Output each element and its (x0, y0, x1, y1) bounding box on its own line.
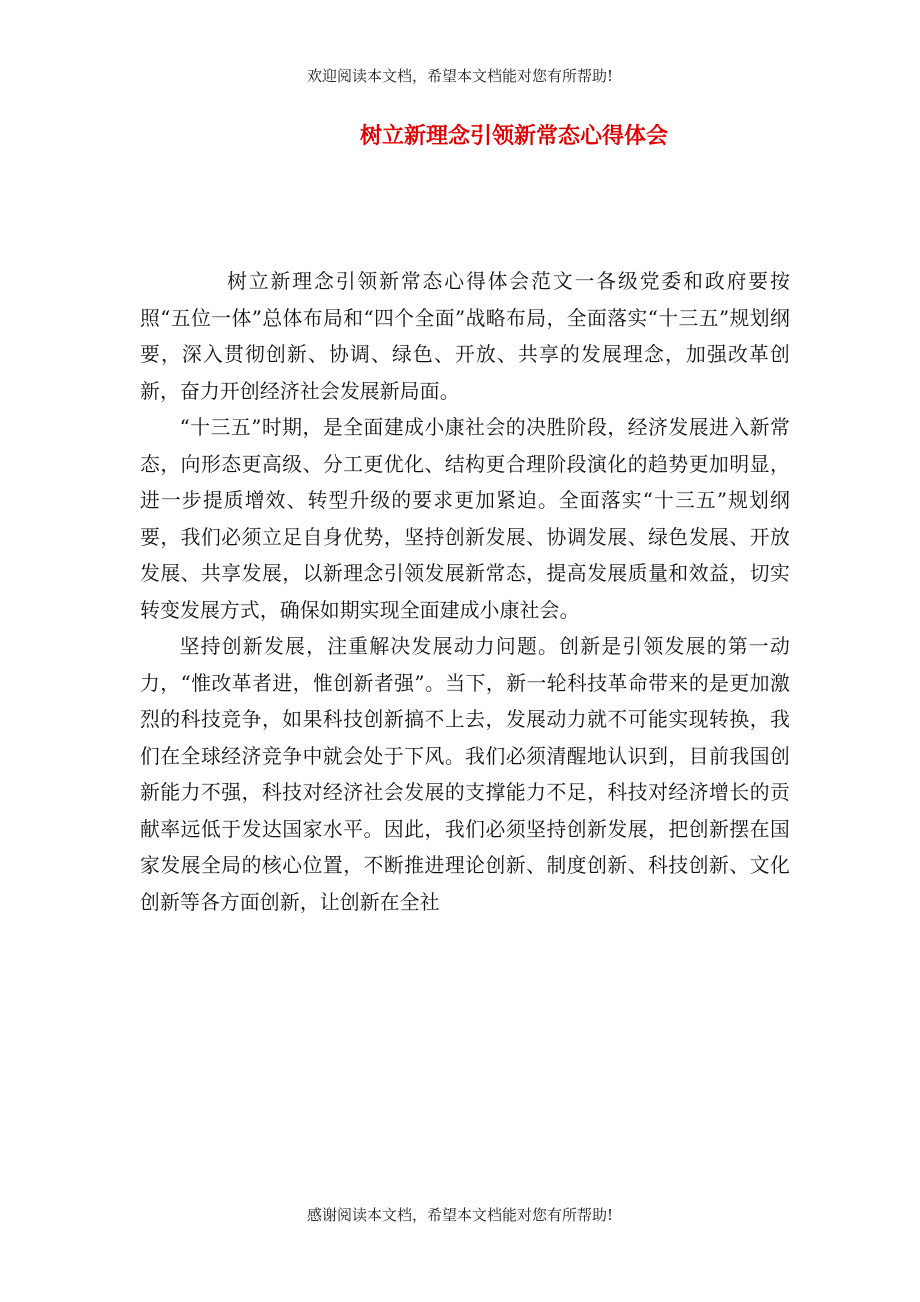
footer-note: 感谢阅读本文档，希望本文档能对您有所帮助! (306, 1206, 614, 1224)
document-title: 树立新理念引领新常态心得体会 (360, 123, 669, 149)
paragraph-3: 坚持创新发展，注重解决发展动力问题。创新是引领发展的第一动力，“惟改革者进，惟创新者强”。当下，新一轮科技革命带来的是更加激烈的科技竞争，如果科技创新搞不上去，发展动力就不可能实现转换，我们在全球经济竞争中就会处于下风。我们必须清醒地认识到，目前我国创新能力不强，科技对经济社会发展的支撑能力不足，科技对经济增长的贡献率远低于发达国家水平。因此，我们必须坚持创新发展，把创新摆在国家发展全局的核心位置，不断推进理论创新、制度创新、科技创新、文化创新等各方面创新，让创新在全社 (140, 635, 790, 914)
document-body (140, 264, 790, 921)
paragraph-2: “十三五”时期，是全面建成小康社会的决胜阶段，经济发展进入新常态，向形态更高级、分工更优化、结构更合理阶段演化的趋势更加明显，进一步提质增效、转型升级的要求更加紧迫。全面落实“十三五”规划纲要，我们必须立足自身优势，坚持创新发展、协调发展、绿色发展、开放发展、共享发展，以新理念引领发展新常态，提高发展质量和效益，切实转变发展方式，确保如期实现全面建成小康社会。 (140, 416, 790, 622)
paragraph-1: 树立新理念引领新常态心得体会范文一各级党委和政府要按照“五位一体”总体布局和“四个全面”战略布局，全面落实“十三五”规划纲要，深入贯彻创新、协调、绿色、开放、共享的发展理念，加强改革创新，奋力开创经济社会发展新局面。 (140, 270, 790, 403)
header-note: 欢迎阅读本文档，希望本文档能对您有所帮助! (306, 67, 614, 85)
